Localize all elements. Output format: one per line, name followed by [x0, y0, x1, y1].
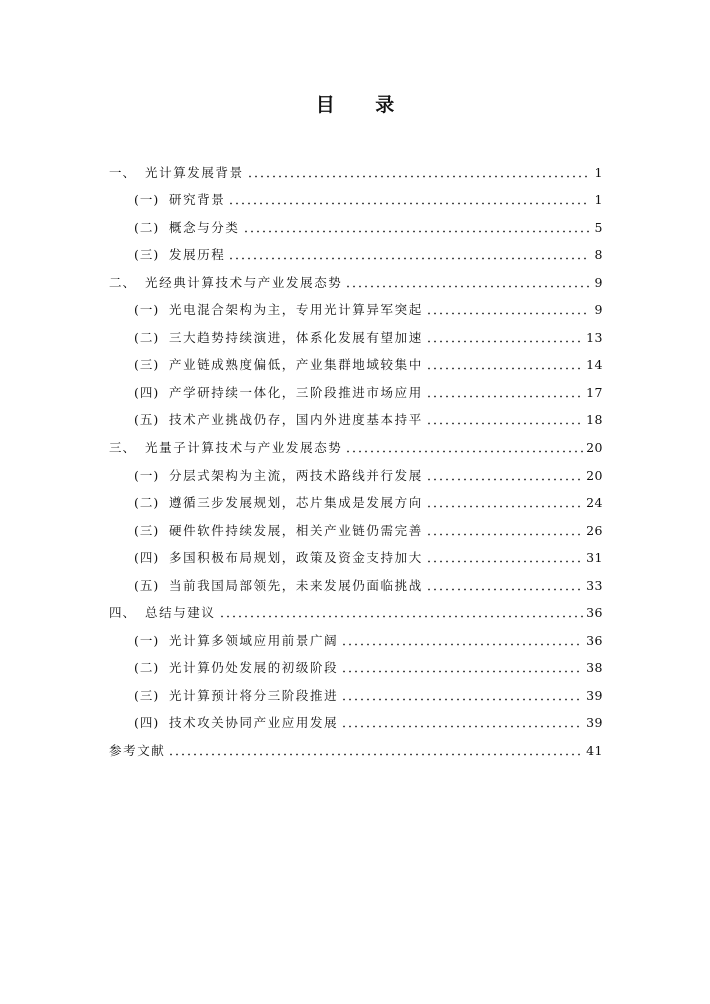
toc-section-entry[interactable] [109, 182, 603, 210]
toc-entry-number: (三) [134, 687, 160, 703]
toc-entry-title: 产学研持续一体化，三阶段推进市场应用 [169, 384, 423, 400]
toc-page-number: 17 [586, 384, 603, 400]
toc-page-number: 26 [586, 522, 603, 538]
toc-dot-leader [228, 257, 590, 260]
toc-dot-leader [426, 340, 583, 343]
toc-page-number: 1 [594, 164, 603, 180]
toc-entry-title: 技术攻关协同产业应用发展 [169, 715, 339, 731]
toc-page-number: 36 [586, 632, 603, 648]
toc-entry-number: 三、 [109, 440, 137, 456]
toc-entry-title: 产业链成熟度偏低，产业集群地域较集中 [169, 357, 423, 373]
toc-entry-title: 发展历程 [169, 247, 226, 263]
toc-entry-title: 硬件软件持续发展，相关产业链仍需完善 [169, 522, 423, 538]
toc-entry-title: 光计算多领域应用前景广阔 [169, 632, 339, 648]
toc-section-entry[interactable] [109, 292, 603, 320]
toc-dot-leader [345, 450, 583, 453]
toc-section-entry[interactable] [109, 402, 603, 430]
toc-entry-number: (四) [134, 715, 160, 731]
toc-entry-title: 遵循三步发展规划，芯片集成是发展方向 [169, 495, 423, 511]
toc-entry-number: (四) [134, 550, 160, 566]
toc-entry-title: 技术产业挑战仍存，国内外进度基本持平 [169, 412, 423, 428]
table-of-contents [109, 154, 603, 760]
toc-entry-number: (一) [134, 632, 160, 648]
toc-entry-number: (五) [134, 577, 160, 593]
toc-dot-leader [426, 395, 583, 398]
toc-entry-number: (三) [134, 247, 160, 263]
toc-entry-title: 光计算仍处发展的初级阶段 [169, 660, 339, 676]
toc-entry-title: 三大趋势持续演进，体系化发展有望加速 [169, 329, 423, 345]
toc-entry-title: 光计算预计将分三阶段推进 [169, 687, 339, 703]
toc-page-number: 31 [586, 550, 603, 566]
toc-entry-number: (五) [134, 412, 160, 428]
toc-section-entry[interactable] [109, 209, 603, 237]
toc-section-entry[interactable] [109, 347, 603, 375]
toc-section-entry[interactable] [109, 457, 603, 485]
toc-section-entry[interactable] [109, 319, 603, 347]
toc-section-entry[interactable] [109, 622, 603, 650]
toc-entry-title: 光量子计算技术与产业发展态势 [145, 440, 343, 456]
toc-entry-number: (一) [134, 467, 160, 483]
toc-page-number: 8 [594, 247, 603, 263]
toc-dot-leader [426, 588, 583, 591]
toc-entry-number: (二) [134, 219, 160, 235]
toc-entry-number: (四) [134, 384, 160, 400]
toc-entry-number: (二) [134, 329, 160, 345]
toc-dot-leader [168, 753, 583, 756]
toc-dot-leader [426, 422, 583, 425]
toc-dot-leader [341, 643, 583, 646]
toc-section-entry[interactable] [109, 237, 603, 265]
toc-chapter-entry[interactable] [109, 429, 603, 457]
toc-dot-leader [243, 230, 590, 233]
toc-page-number: 1 [594, 192, 603, 208]
toc-entry-title: 参考文献 [109, 743, 166, 759]
toc-entry-number: 四、 [109, 605, 137, 621]
toc-dot-leader [426, 367, 583, 370]
toc-section-entry[interactable] [109, 677, 603, 705]
toc-page-number: 39 [586, 687, 603, 703]
toc-entry-title: 研究背景 [169, 192, 226, 208]
toc-dot-leader [345, 285, 590, 288]
toc-page-number: 5 [594, 219, 603, 235]
toc-entry-number: 一、 [109, 164, 137, 180]
toc-page-number: 9 [594, 302, 603, 318]
toc-dot-leader [341, 698, 583, 701]
page-title: 目 录 [315, 94, 412, 116]
toc-entry-title: 总结与建议 [145, 605, 216, 621]
toc-page-number: 38 [586, 660, 603, 676]
toc-page-number: 13 [586, 329, 603, 345]
toc-entry-title: 概念与分类 [169, 219, 240, 235]
toc-page-number: 41 [586, 743, 603, 759]
toc-entry-number: (二) [134, 495, 160, 511]
toc-dot-leader [426, 505, 583, 508]
toc-section-entry[interactable] [109, 705, 603, 733]
toc-dot-leader [247, 175, 590, 178]
toc-section-entry[interactable] [109, 650, 603, 678]
toc-page-number: 20 [586, 467, 603, 483]
toc-section-entry[interactable] [109, 374, 603, 402]
toc-entry-number: 二、 [109, 274, 137, 290]
toc-dot-leader [228, 202, 590, 205]
toc-page-number: 9 [594, 274, 603, 290]
toc-entry-title: 分层式架构为主流，两技术路线并行发展 [169, 467, 423, 483]
toc-entry-title: 多国积极布局规划，政策及资金支持加大 [169, 550, 423, 566]
toc-entry-number: (二) [134, 660, 160, 676]
toc-chapter-entry[interactable] [109, 595, 603, 623]
toc-dot-leader [341, 725, 583, 728]
toc-section-entry[interactable] [109, 540, 603, 568]
toc-entry-title: 光经典计算技术与产业发展态势 [145, 274, 343, 290]
toc-entry-title: 光计算发展背景 [145, 164, 244, 180]
toc-entry-number: (一) [134, 192, 160, 208]
toc-page-number: 20 [586, 440, 603, 456]
toc-chapter-entry[interactable] [109, 732, 603, 760]
toc-dot-leader [219, 615, 584, 618]
toc-page-number: 36 [586, 605, 603, 621]
toc-entry-number: (三) [134, 357, 160, 373]
toc-dot-leader [426, 533, 583, 536]
toc-page-number: 18 [586, 412, 603, 428]
toc-chapter-entry[interactable] [109, 264, 603, 292]
toc-section-entry[interactable] [109, 512, 603, 540]
toc-entry-title: 当前我国局部领先，未来发展仍面临挑战 [169, 577, 423, 593]
toc-section-entry[interactable] [109, 567, 603, 595]
toc-dot-leader [341, 670, 583, 673]
toc-entry-title: 光电混合架构为主，专用光计算异军突起 [169, 302, 423, 318]
toc-entry-number: (一) [134, 302, 160, 318]
toc-page-number: 14 [586, 357, 603, 373]
toc-page-number: 39 [586, 715, 603, 731]
toc-dot-leader [426, 560, 583, 563]
toc-entry-number: (三) [134, 522, 160, 538]
toc-section-entry[interactable] [109, 485, 603, 513]
toc-page-number: 33 [586, 577, 603, 593]
toc-dot-leader [426, 312, 590, 315]
toc-chapter-entry[interactable] [109, 154, 603, 182]
toc-page-number: 24 [586, 495, 603, 511]
toc-dot-leader [426, 478, 583, 481]
